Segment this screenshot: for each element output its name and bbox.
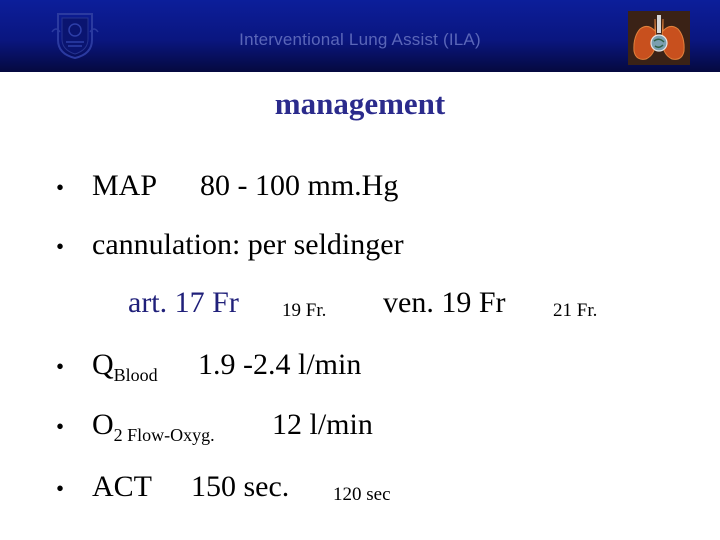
qblood-subscript: Blood — [113, 365, 158, 385]
lungs-icon — [628, 11, 690, 65]
bullet-marker: • — [56, 234, 65, 259]
bullet-marker: • — [56, 354, 65, 379]
act-value: 150 sec. — [191, 470, 290, 503]
qblood-label: Q — [92, 348, 114, 381]
o2-subscript: 2 Flow-Oxyg. — [113, 425, 215, 445]
slide-title: management — [274, 86, 446, 121]
bullet-marker: • — [56, 414, 65, 439]
cannulation-text: cannulation: per seldinger — [92, 228, 404, 261]
bullet-marker: • — [56, 476, 65, 501]
bullet-marker: • — [56, 175, 65, 200]
header-title: Interventional Lung Assist (ILA) — [239, 30, 481, 49]
qblood-value: 1.9 -2.4 l/min — [198, 348, 362, 381]
map-value: 80 - 100 mm.Hg — [200, 169, 399, 202]
ven-size: ven. 19 Fr — [383, 286, 506, 319]
art-size-alt: 19 Fr. — [282, 300, 327, 321]
o2-value: 12 l/min — [272, 408, 373, 441]
ven-size-alt: 21 Fr. — [553, 300, 598, 321]
art-size: art. 17 Fr — [128, 286, 239, 319]
act-label: ACT — [92, 470, 152, 503]
header-bar — [0, 0, 720, 72]
map-label: MAP — [92, 169, 158, 202]
act-value-alt: 120 sec — [333, 484, 391, 505]
o2-label: O — [92, 408, 114, 441]
